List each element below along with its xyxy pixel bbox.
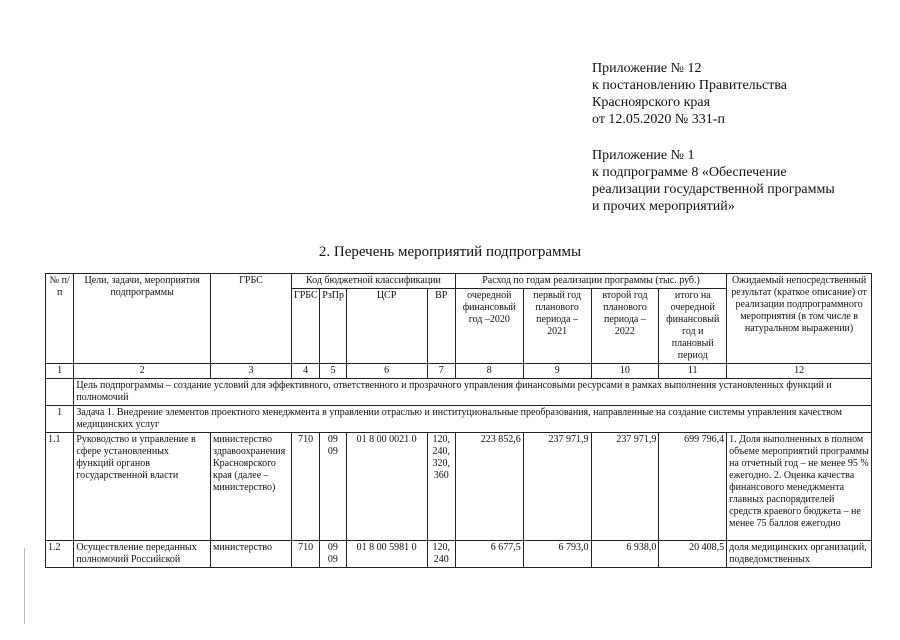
header-grbs-code: ГРБС [291, 289, 319, 364]
appendix-line: Красноярского края [592, 95, 711, 110]
appendix-line: Приложение № 1 [592, 148, 695, 163]
row-2022: 6 938,0 [591, 541, 659, 568]
task-text: Задача 1. Внедрение элементов проектного менеджмента в управлении отраслью и институциональные преобразования, направленные на создание системы управления качеством медицинских услуг [74, 406, 872, 433]
col-number: 11 [659, 364, 727, 379]
row-name: Руководство и управление в сфере установленных функций органов государственной власти [74, 433, 211, 541]
row-rzpr: 09 09 [320, 541, 346, 568]
row-grbs-code: 710 [291, 433, 319, 541]
table-row [46, 433, 872, 541]
col-number: 2 [74, 364, 211, 379]
col-number: 7 [427, 364, 455, 379]
header-2022: второй год планового периода – 2022 [591, 289, 659, 364]
col-number: 1 [46, 364, 74, 379]
col-number: 5 [320, 364, 346, 379]
row-name: Осуществление переданных полномочий Российской [74, 541, 211, 568]
header-result: Ожидаемый непосредственный результат (краткое описание) от реализации подпрограммного мероприятия (в том числе в натуральном выражении) [727, 274, 872, 364]
header-csr: ЦСР [346, 289, 427, 364]
appendix-line: реализации государственной программы [592, 182, 835, 197]
scan-edge-mark [24, 548, 25, 624]
row-total: 20 408,5 [659, 541, 727, 568]
measures-table [45, 273, 872, 568]
row-result: доля медицинских организаций, подведомственных [727, 541, 872, 568]
row-vr: 120, 240 [427, 541, 455, 568]
col-number: 12 [727, 364, 872, 379]
header-total: итого на очередной финансовый год и плановый период [659, 289, 727, 364]
row-grbs: министерство здравоохранения Красноярского края (далее – министерство) [210, 433, 291, 541]
task-row [46, 406, 872, 433]
document-title: 2. Перечень мероприятий подпрограммы [318, 244, 582, 260]
column-number-row [46, 364, 872, 379]
col-number: 3 [210, 364, 291, 379]
header-budget-code: Код бюджетной классификации [291, 274, 455, 289]
header-2020: очередной финансовый год –2020 [455, 289, 523, 364]
row-vr: 120, 240, 320, 360 [427, 433, 455, 541]
task-num: 1 [46, 406, 74, 433]
header-2021: первый год планового периода – 2021 [523, 289, 591, 364]
header-rzpr: РзПр [320, 289, 346, 364]
col-number: 6 [346, 364, 427, 379]
row-num: 1.2 [46, 541, 74, 568]
row-csr: 01 8 00 5981 0 [346, 541, 427, 568]
header-row [46, 274, 872, 289]
table-row [46, 541, 872, 568]
row-num: 1.1 [46, 433, 74, 541]
col-number: 4 [291, 364, 319, 379]
goal-text: Цель подпрограммы – создание условий для эффективного, ответственного и прозрачного управления финансовыми ресурсами в рамках выполнения установленных функций и полномочий [74, 379, 872, 406]
appendix-line: к подпрограмме 8 «Обеспечение [592, 165, 787, 180]
col-number: 10 [591, 364, 659, 379]
header-num: № п/п [46, 274, 74, 364]
col-number: 9 [523, 364, 591, 379]
row-total: 699 796,4 [659, 433, 727, 541]
appendix-line: и прочих мероприятий» [592, 199, 735, 214]
header-vr: ВР [427, 289, 455, 364]
row-2020: 6 677,5 [455, 541, 523, 568]
row-rzpr: 09 09 [320, 433, 346, 541]
appendix-header [592, 60, 835, 215]
row-2022: 237 971,9 [591, 433, 659, 541]
goal-row [46, 379, 872, 406]
row-2021: 237 971,9 [523, 433, 591, 541]
appendix-line: от 12.05.2020 № 331-п [592, 112, 725, 127]
row-csr: 01 8 00 0021 0 [346, 433, 427, 541]
appendix-line: к постановлению Правительства [592, 78, 788, 93]
row-2021: 6 793,0 [523, 541, 591, 568]
row-grbs-code: 710 [291, 541, 319, 568]
header-expense: Расход по годам реализации программы (тыс. руб.) [455, 274, 726, 289]
col-number: 8 [455, 364, 523, 379]
appendix-line: Приложение № 12 [592, 61, 702, 76]
row-result: 1. Доля выполненных в полном объеме мероприятий программы на отчетный год – не менее 95 % ежегодно. 2. Оценка качества финансового менеджмента главных распорядителей средств краевого бюджета – не менее 75 баллов ежегодно [727, 433, 872, 541]
header-goals: Цели, задачи, мероприятия подпрограммы [74, 274, 211, 364]
row-grbs: министерство [210, 541, 291, 568]
row-2020: 223 852,6 [455, 433, 523, 541]
header-grbs: ГРБС [210, 274, 291, 364]
